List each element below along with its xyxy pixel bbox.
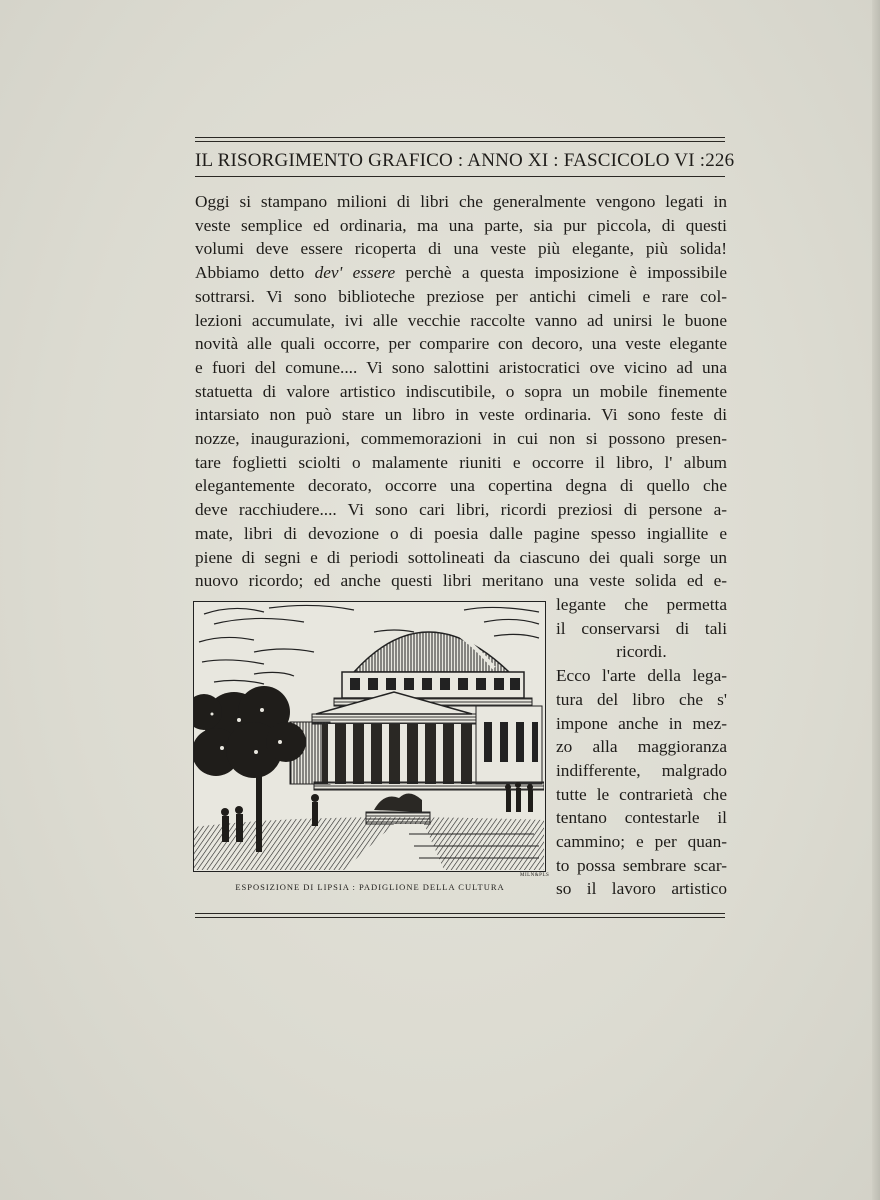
side-line: impone anche in mez-: [556, 713, 727, 733]
side-line: to possa sembrare scar-: [556, 855, 727, 875]
header-title: IL RISORGIMENTO GRAFICO : ANNO XI : FASCICOLO VI :: [195, 150, 706, 171]
body-line: nuovo ricordo; ed anche questi libri meritano una veste solida ed e-: [195, 571, 727, 591]
header-rule-top: [195, 137, 725, 142]
body-line: volumi deve essere ricoperta di una veste più elegante, più solida!: [195, 239, 727, 259]
emphasized-phrase: dev' essere: [314, 263, 396, 283]
side-line: so il lavoro artistico: [556, 879, 727, 899]
side-line: tentano contestarle il: [556, 808, 727, 828]
figure-caption: ESPOSIZIONE DI LIPSIA : PADIGLIONE DELLA CULTURA: [235, 882, 505, 892]
body-line: intarsiato non può stare un libro in veste ordinaria. Vi sono feste di: [195, 405, 727, 425]
body-line: Abbiamo detto dev' essere perchè a questa imposizione è impossibile: [195, 263, 728, 283]
body-line: novità alle quali occorre, per comparire con decoro, una veste elegante: [195, 334, 727, 354]
side-line: tura del libro che s': [556, 689, 727, 709]
footer-rule: [195, 913, 725, 918]
side-line: il conservarsi di tali: [556, 618, 727, 638]
body-line: e fuori del comune.... Vi sono salottini aristocratici ove vicino ad una: [195, 357, 727, 377]
body-line: elegantemente decorato, occorre una copertina degna di quello che: [195, 476, 727, 496]
body-line: veste semplice ed ordinaria, ma una parte, sia pur piccola, di questi: [195, 215, 727, 235]
woodcut-domed-pavilion-icon: [194, 602, 544, 870]
header-rule-bottom: [195, 176, 725, 177]
side-line: legante che permetta: [556, 595, 727, 614]
body-line: piene di segni e di periodi sottolineati da ciascuno dei quali sorge un: [195, 547, 727, 567]
pavilion-woodcut-illustration: [193, 601, 546, 872]
body-line: lezioni accumulate, ivi alle vecchie raccolte vanno ad unirsi le buone: [195, 310, 727, 330]
body-line: Oggi si stampano milioni di libri che generalmente vengono legati in: [195, 192, 727, 211]
side-line: ricordi.: [616, 642, 667, 662]
side-line: zo alla maggioranza: [556, 737, 727, 757]
side-line: cammino; e per quan-: [556, 832, 727, 851]
illustrator-signature: MILN&PLS: [520, 873, 550, 878]
body-line: sottrarsi. Vi sono biblioteche preziose per antichi cimeli e rare col-: [195, 286, 727, 306]
body-line: mate, libri di devozione o di poesia dalle pagine spesso ingiallite e: [195, 523, 727, 543]
side-line: Ecco l'arte della lega-: [556, 666, 727, 686]
body-line: deve racchiudere.... Vi sono cari libri, ricordi preziosi di persone a-: [195, 500, 727, 520]
side-line: tutte le contrarietà che: [556, 784, 727, 804]
running-header: [195, 150, 735, 172]
page-spine-shadow: [872, 0, 880, 1200]
body-line: nozze, inaugurazioni, commemorazioni in cui non si possono presen-: [195, 429, 727, 448]
side-line: indifferente, malgrado: [556, 760, 727, 780]
body-line: statuetta di valore artistico indiscutibile, o sopra un mobile finemente: [195, 381, 727, 401]
page-number: 226: [705, 150, 735, 171]
body-line: tare foglietti sciolti o malamente riuniti e occorre il libro, l' album: [195, 452, 727, 472]
